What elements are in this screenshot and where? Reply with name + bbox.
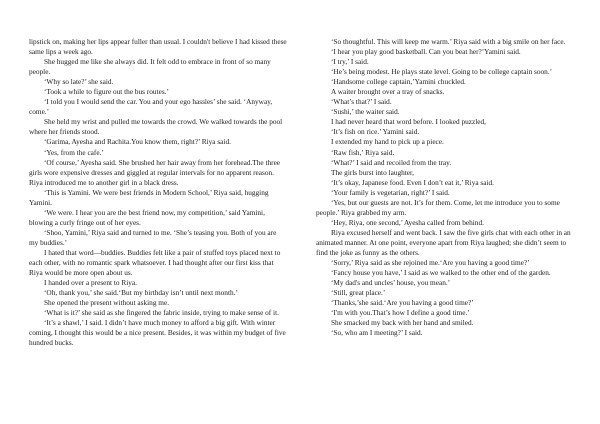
right-paragraph: ‘So, who am I meeting?’ I said. [331, 328, 423, 338]
right-paragraph: ‘Handsome college captain,’Yamini chuckled. [331, 77, 466, 87]
right-paragraph: I extended my hand to pick up a piece. [331, 137, 444, 147]
left-paragraph: ‘Oh, thank you,’ she said.‘But my birthday isn’t until next month.’ [44, 288, 238, 298]
right-paragraph: Riya excused herself and went back. I saw the five girls chat with each other in an animated manner. At one point, everyone apart from Riya laughed; she didn’t seem to find the joke as funny as the others. [316, 227, 571, 257]
right-paragraph: ‘Your family is vegetarian, right?’ I said. [331, 187, 450, 197]
right-paragraph: ‘I'm with you.That’s how I define a good time.’ [331, 308, 470, 318]
right-paragraph: ‘Still, great place.’ [331, 288, 386, 298]
right-paragraph: ‘He’s being modest. He plays state level. Going to be college captain soon.’ [331, 67, 553, 77]
left-paragraph: I handed over a present to Riya. [44, 278, 138, 288]
right-paragraph: ‘What’s that?’ I said. [331, 97, 392, 107]
left-paragraph: She hugged me like she always did. It felt odd to embrace in front of so many people. [29, 57, 271, 77]
left-paragraph: lipstick on, making her lips appear fuller than usual. I couldn't believe I had kissed these same lips a week ago. [29, 37, 287, 57]
left-paragraph: ‘Garima, Ayesha and Rachita.You know them, right?’ Riya said. [44, 137, 231, 147]
right-paragraph: ‘I try,’ I said. [331, 57, 369, 67]
left-paragraph: ‘This is Yamini. We were best friends in Modern School,’ Riya said, hugging Yamini. [29, 187, 269, 207]
right-paragraph: ‘Yes, but our guests are not. It’s for them. Come, let me introduce you to some people.’ Riya grabbed my arm. [316, 197, 560, 217]
left-page [29, 37, 287, 348]
right-paragraph: ‘Sorry,’ Riya said as she rejoined me.‘Are you having a good time?’ [331, 258, 530, 268]
left-paragraph: ‘What is it?’ she said as she fingered the fabric inside, trying to make sense of it. [44, 308, 279, 318]
right-paragraph: I had never heard that word before. I looked puzzled, [331, 117, 486, 127]
left-paragraph: She held my wrist and pulled me towards the crowd. We walked towards the pool where her friends stood. [29, 117, 283, 137]
right-paragraph: ‘Sushi,’ the waiter said. [331, 107, 400, 117]
right-paragraph: The girls burst into laughter, [331, 167, 414, 177]
right-paragraph: ‘What?’ I said and recoiled from the tray. [331, 157, 452, 167]
left-paragraph: ‘Shoo, Yamini,’ Riya said and turned to me. ‘She’s teasing you. Both of you are my buddies.’ [29, 227, 277, 247]
right-paragraph: A waiter brought over a tray of snacks. [331, 87, 445, 97]
right-paragraph: She smacked my back with her hand and smiled. [331, 318, 474, 328]
right-paragraph: ‘Hey, Riya, one second,’ Ayesha called from behind. [331, 217, 484, 227]
left-paragraph: She opened the present without asking me. [44, 298, 170, 308]
left-paragraph: ‘Why so late?’ she said. [44, 77, 114, 87]
left-paragraph: ‘Yes, from the cafe.’ [44, 147, 104, 157]
left-paragraph: ‘Took a while to figure out the bus routes.’ [44, 87, 169, 97]
left-paragraph: ‘I told you I would send the car. You and your ego hassles’ she said. ‘Anyway, come.’ [29, 97, 273, 117]
right-paragraph: ‘I hear you play good basketball. Can you beat her?’Yamini said. [331, 47, 521, 57]
left-paragraph: ‘Of course,’ Ayesha said. She brushed her hair away from her forehead.The three girls wore expensive dresses and giggled at regular intervals for no apparent reason. Riya introduced me to another girl in a black dress. [29, 157, 281, 187]
right-paragraph: ‘Thanks,’she said.‘Are you having a good time?’ [331, 298, 474, 308]
right-paragraph: ‘Fancy house you have,’ I said as we walked to the other end of the garden. [331, 268, 551, 278]
right-page [316, 37, 574, 338]
left-paragraph: ‘We were. I hear you are the best friend now, my competition,’ said Yamini, blowing a curly fringe out of her eyes. [29, 207, 265, 227]
right-paragraph: ‘Raw fish,’ Riya said. [331, 147, 395, 157]
left-paragraph: I hated that word—buddies. Buddies felt like a pair of stuffed toys placed next to each other, with no romantic spark whatsoever. I had thought after our first kiss that Riya would be more open about us. [29, 247, 281, 278]
left-paragraph: ‘It’s a shawl,’ I said. I didn’t have much money to afford a big gift. With winter coming, I thought this would be a nice present. Besides, it was within my budget of five hundred bucks. [29, 318, 286, 348]
right-paragraph: ‘It’s fish on rice.’ Yamini said. [331, 127, 420, 137]
right-paragraph: ‘My dad's and uncles’ house, you mean.’ [331, 278, 451, 288]
right-paragraph: ‘It’s okay, Japanese food. Even I don’t eat it,’ Riya said. [331, 177, 494, 187]
right-paragraph: ‘So thoughtful. This will keep me warm.’ Riya said with a big smile on her face. [331, 37, 566, 46]
